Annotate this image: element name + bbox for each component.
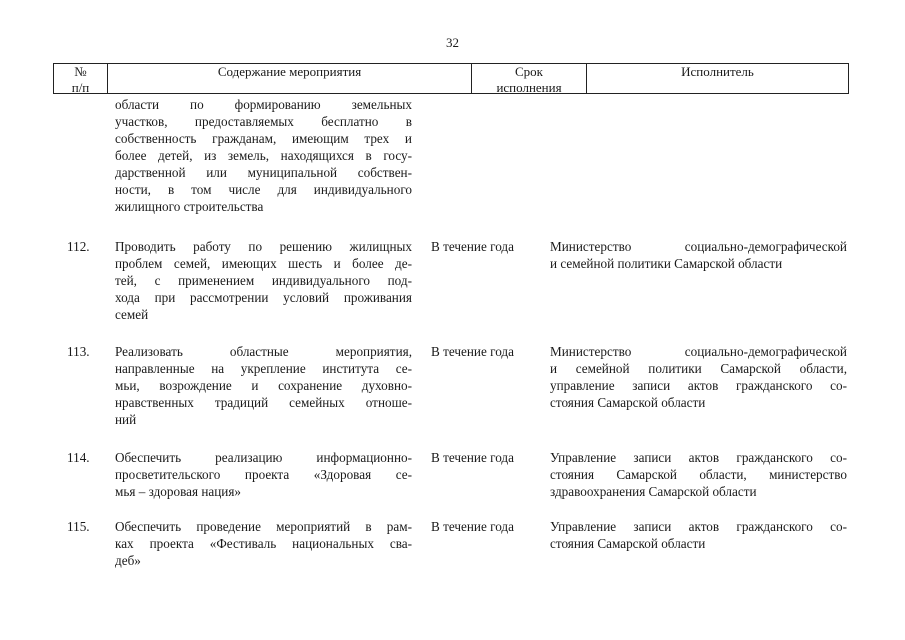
header-number bbox=[54, 64, 108, 93]
term-cell: В течение года bbox=[431, 519, 514, 534]
content-line: проблем семей, имеющих шесть и более де- bbox=[115, 256, 412, 271]
content-line: жилищного строительства bbox=[115, 199, 264, 214]
row-number: 112. bbox=[67, 239, 90, 254]
content-line: собственность гражданам, имеющим трех и bbox=[115, 131, 412, 146]
executor-line: Управление записи актов гражданского со- bbox=[550, 519, 847, 534]
content-cell bbox=[115, 96, 412, 215]
row-number: 115. bbox=[67, 519, 90, 534]
content-line: Реализовать областные мероприятия, bbox=[115, 344, 412, 359]
header-number-line: № bbox=[74, 64, 87, 79]
content-line: деб» bbox=[115, 553, 141, 568]
executor-line: Министерство социально-демографической bbox=[550, 239, 847, 254]
executor-line: Министерство социально-демографической bbox=[550, 344, 847, 359]
header-term bbox=[472, 64, 587, 93]
table-header bbox=[53, 63, 849, 94]
executor-line: Управление записи актов гражданского со- bbox=[550, 450, 847, 465]
executor-line: здравоохранения Самарской области bbox=[550, 484, 757, 499]
executor-cell bbox=[550, 518, 847, 552]
content-line: ках проекта «Фестиваль национальных сва- bbox=[115, 536, 412, 551]
page-number: 32 bbox=[446, 35, 459, 50]
content-line: Обеспечить проведение мероприятий в рам- bbox=[115, 519, 412, 534]
header-content: Содержание мероприятия bbox=[108, 64, 472, 93]
content-line: Обеспечить реализацию информационно- bbox=[115, 450, 412, 465]
content-line: хода при рассмотрении условий проживания bbox=[115, 290, 412, 305]
term-cell: В течение года bbox=[431, 239, 514, 254]
content-line: дарственной или муниципальной собствен- bbox=[115, 165, 412, 180]
content-line: ности, в том числе для индивидуального bbox=[115, 182, 412, 197]
content-line: более детей, из земель, находящихся в госу- bbox=[115, 148, 412, 163]
term-cell: В течение года bbox=[431, 344, 514, 359]
content-line: просветительского проекта «Здоровая се- bbox=[115, 467, 412, 482]
header-term-line: Срок bbox=[515, 64, 543, 79]
content-line: области по формированию земельных bbox=[115, 97, 412, 112]
executor-line: стояния Самарской области bbox=[550, 395, 706, 410]
row-number: 114. bbox=[67, 450, 90, 465]
executor-line: стояния Самарской области, министерство bbox=[550, 467, 847, 482]
row-number: 113. bbox=[67, 344, 90, 359]
content-cell bbox=[115, 449, 412, 500]
executor-line: стояния Самарской области bbox=[550, 536, 706, 551]
executor-line: и семейной политики Самарской области, bbox=[550, 361, 847, 376]
content-line: нравственных традиций семейных отноше- bbox=[115, 395, 412, 410]
content-line: ний bbox=[115, 412, 137, 427]
content-cell bbox=[115, 238, 412, 323]
content-cell bbox=[115, 518, 412, 569]
content-line: участков, предоставляемых бесплатно в bbox=[115, 114, 412, 129]
executor-cell bbox=[550, 449, 847, 500]
content-line: мья – здоровая нация» bbox=[115, 484, 242, 499]
executor-cell bbox=[550, 238, 847, 272]
content-cell bbox=[115, 343, 412, 428]
content-line: семей bbox=[115, 307, 149, 322]
header-term-line: исполнения bbox=[496, 80, 562, 95]
content-line: направленные на укрепление института се- bbox=[115, 361, 412, 376]
content-line: Проводить работу по решению жилищных bbox=[115, 239, 412, 254]
executor-line: управление записи актов гражданского со- bbox=[550, 378, 847, 393]
content-line: мьи, возрождение и сохранение духовно- bbox=[115, 378, 412, 393]
term-cell: В течение года bbox=[431, 450, 514, 465]
content-line: тей, с применением индивидуального под- bbox=[115, 273, 412, 288]
executor-line: и семейной политики Самарской области bbox=[550, 256, 783, 271]
header-executor: Исполнитель bbox=[681, 64, 754, 79]
executor-cell bbox=[550, 343, 847, 411]
header-number-line: п/п bbox=[71, 80, 90, 95]
